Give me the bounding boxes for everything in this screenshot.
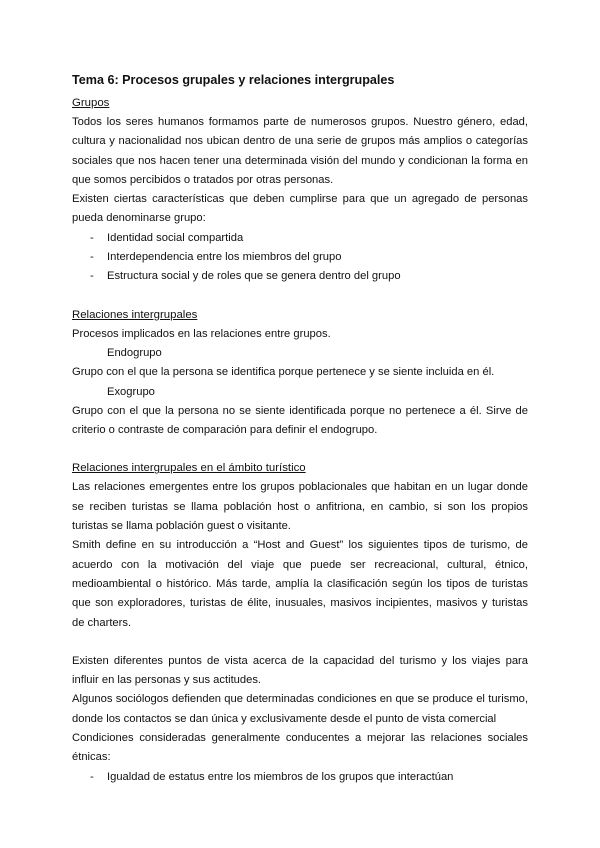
spacer [72,287,528,306]
paragraph-puntos-vista: Existen diferentes puntos de vista acerca de la capacidad del turismo y los viajes para influir en las personas y sus actitudes. [72,654,528,687]
section-heading-relaciones: Relaciones intergrupales [72,308,198,321]
list-item: - Estructura social y de roles que se genera dentro del grupo [90,267,528,286]
paragraph-procesos: Procesos implicados en las relaciones entre grupos. [72,327,331,340]
paragraph-condiciones: Condiciones consideradas generalmente conducentes a mejorar las relaciones sociales étnicas: [72,732,528,764]
paragraph-sociologos: Algunos sociólogos defienden que determinadas condiciones en que se produce el turismo, donde los contactos se dan única y exclusivamente desde el punto de vista comercial [72,693,528,725]
list-item: - Igualdad de estatus entre los miembros de los grupos que interactúan [90,768,528,787]
list-caracteristicas [72,229,528,287]
paragraph-host-guest: Las relaciones emergentes entre los grupos poblacionales que habitan en un lugar donde se reciben turistas se llama población host o anfitriona, en cambio, si son los propios turistas se llama población guest o visitante. [72,481,528,533]
list-condiciones [72,768,528,787]
spacer [72,633,528,652]
section-heading-turistico: Relaciones intergrupales en el ámbito turístico [72,462,306,475]
list-item: - Interdependencia entre los miembros del grupo [90,248,528,267]
paragraph-grupos-intro: Todos los seres humanos formamos parte de numerosos grupos. Nuestro género, edad, cultura y nacionalidad nos ubican dentro de una serie de grupos más amplios o categorías sociales que nos hacen tener una determinada visión del mundo y condicionan la forma en que somos percibidos o tratados por otras personas. [72,116,528,186]
section-heading-grupos: Grupos [72,97,110,109]
spacer [72,440,528,459]
paragraph-smith: Smith define en su introducción a “Host and Guest” los siguientes tipos de turismo, de acuerdo con la motivación del viaje que puede ser recreacional, cultural, étnico, medioambiental o histórico. Más tarde, amplía la clasificación según los tipos de turistas que son exploradores, turistas de élite, inusuales, masivos incipientes, masivos y turistas de charters. [72,539,528,629]
term-endogrupo: Endogrupo [107,346,162,359]
page-title: Tema 6: Procesos grupales y relaciones intergrupales [72,73,395,87]
list-item: - Identidad social compartida [90,229,528,248]
term-exogrupo: Exogrupo [107,385,155,398]
definition-endogrupo: Grupo con el que la persona se identifica porque pertenece y se siente incluida en él. [72,366,495,379]
definition-exogrupo: Grupo con el que la persona no se siente identificada porque no pertenece a él. Sirve de criterio o contraste de comparación para definir el endogrupo. [72,404,528,437]
paragraph-grupos-caracteristicas: Existen ciertas características que deben cumplirse para que un agregado de personas pueda denominarse grupo: [72,193,528,225]
